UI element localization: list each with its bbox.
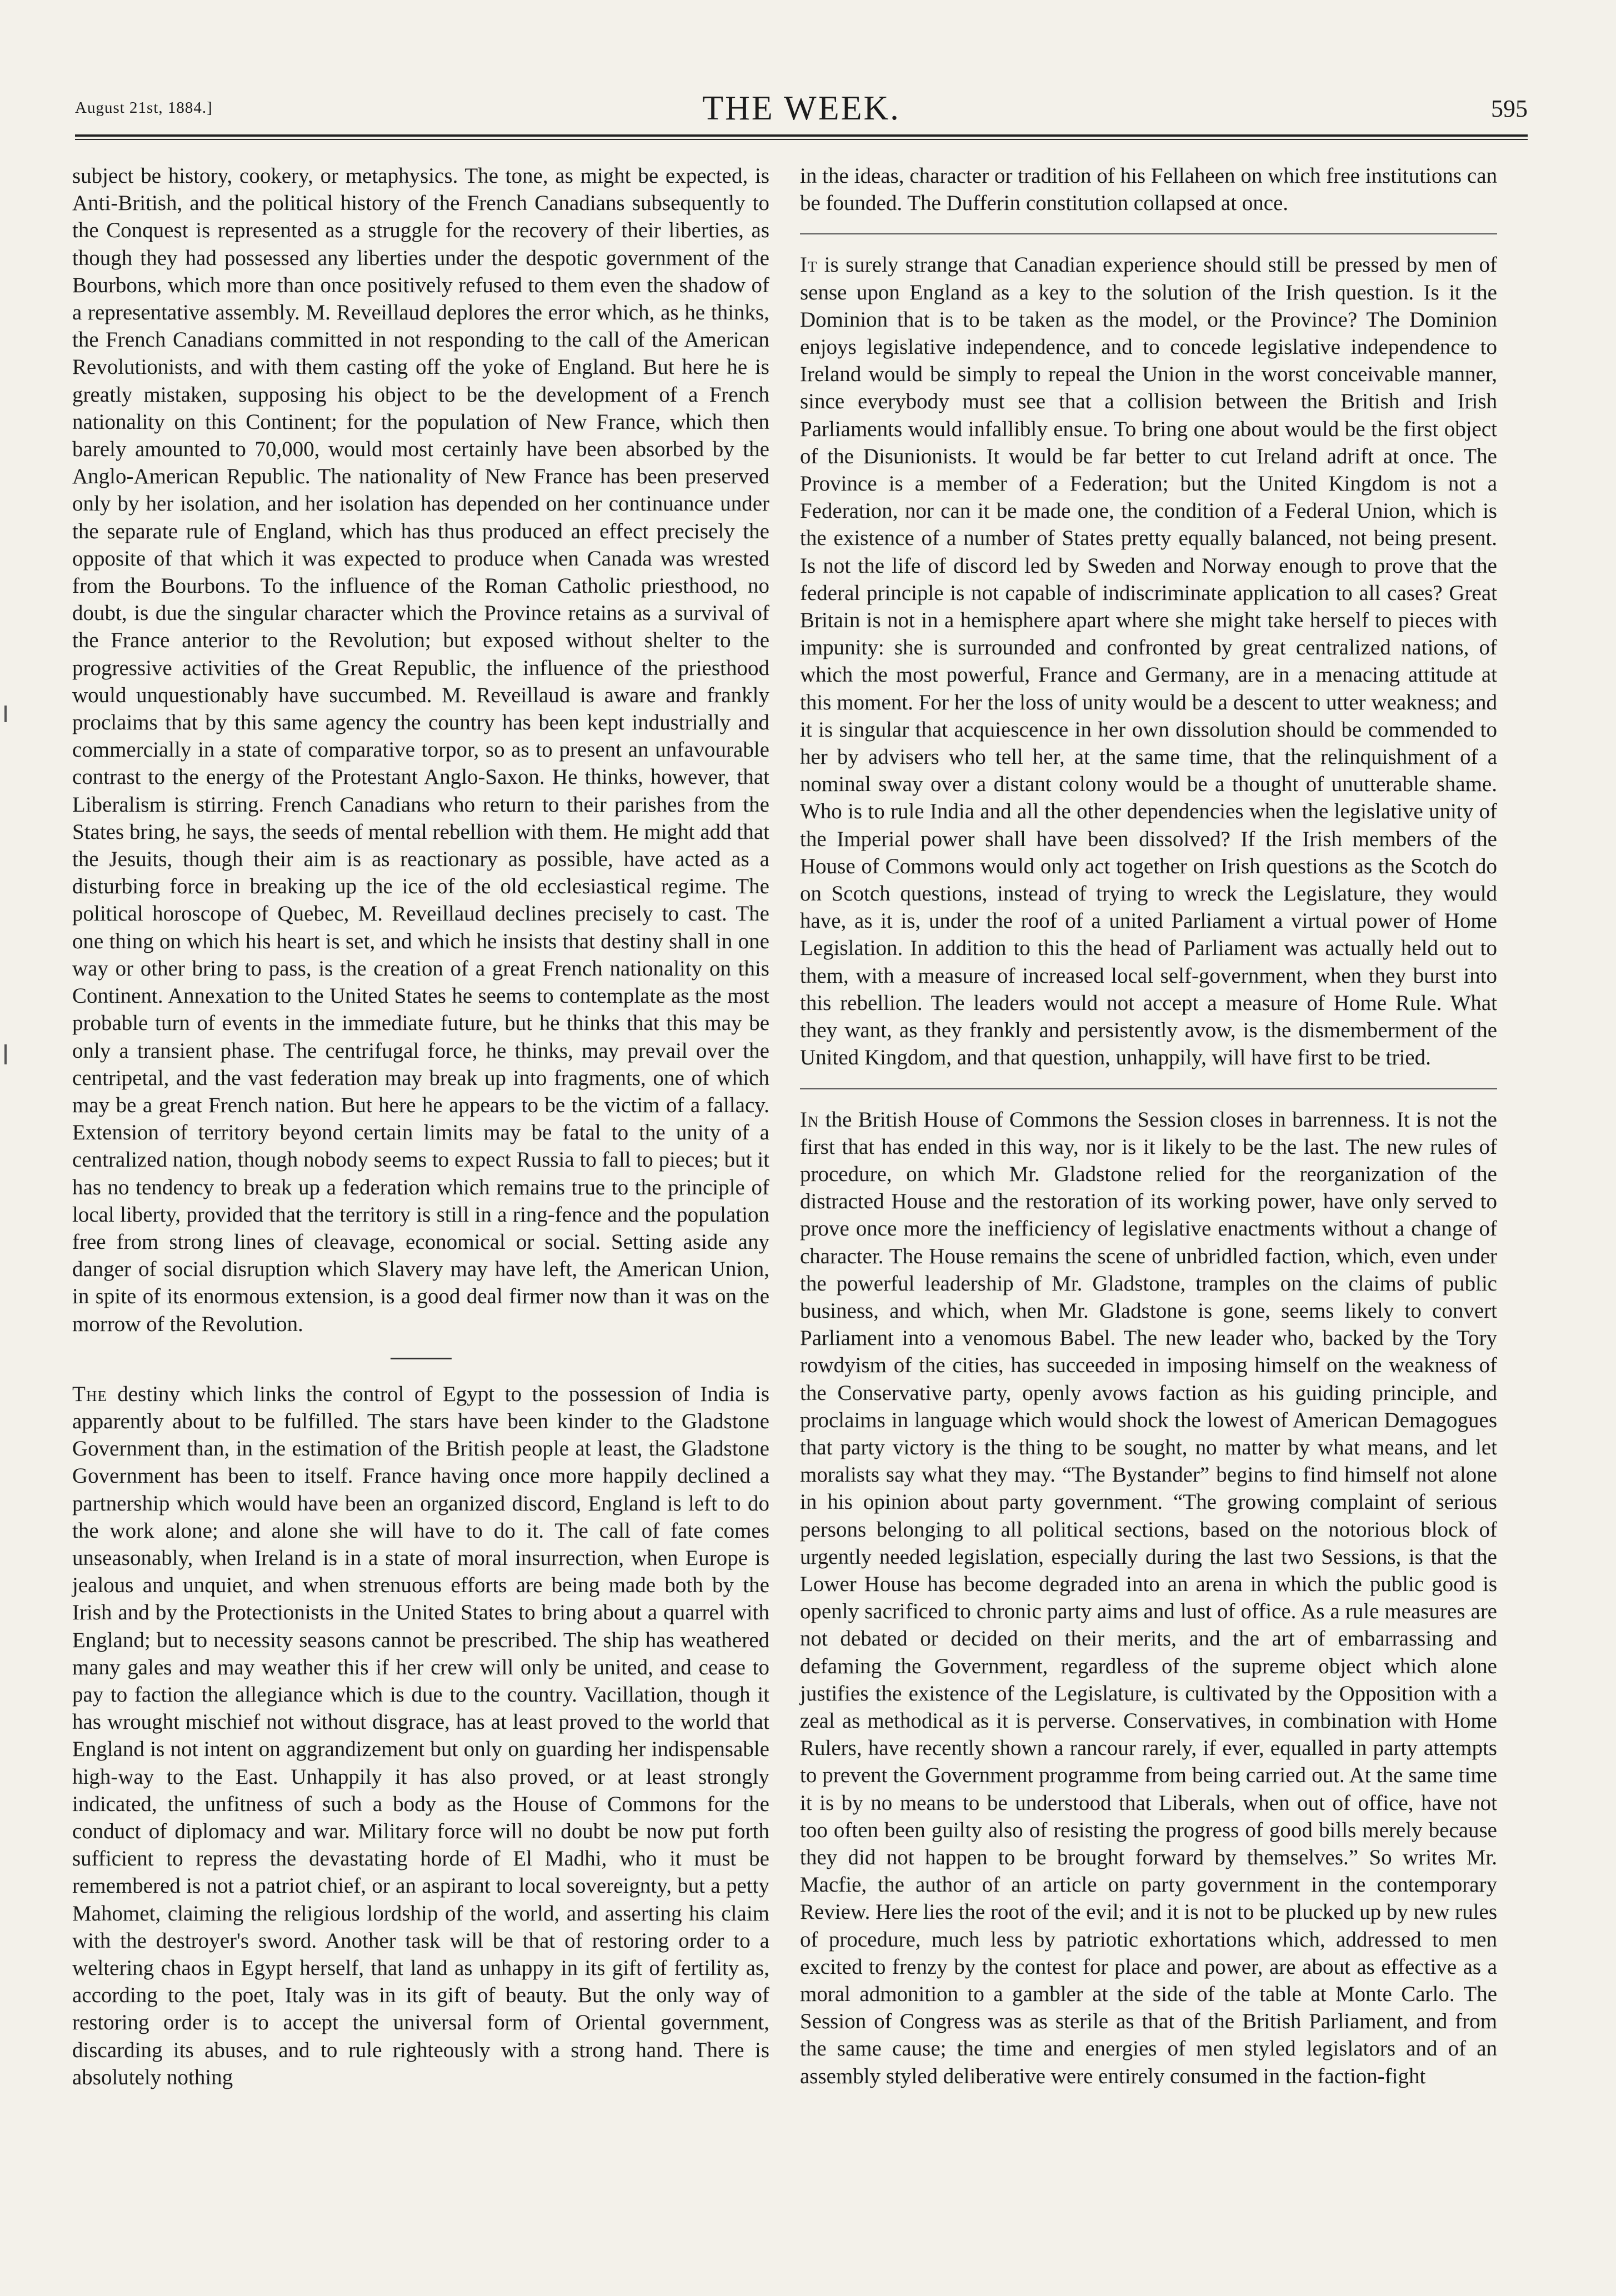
article-paragraph-egypt — [72, 1380, 769, 2091]
publication-title: THE WEEK. — [702, 89, 900, 127]
margin-mark — [4, 1044, 7, 1064]
masthead-rule-thin — [75, 139, 1528, 140]
right-column — [800, 162, 1497, 2090]
article-paragraph-reveillaud: subject be history, cookery, or metaphysics. The tone, as might be expected, is Anti-British, and the political history of the French Canadians subsequently to the Conquest is represented as a struggle for the recovery of their liberties, as though they had possessed any liberties under the despotic government of the Bourbons, which more than once positively refused to them even the shadow of a representative assembly. M. Reveillaud deplores the error which, as he thinks, the French Canadians committed in not responding to the call of the American Revolutionists, and with them casting off the yoke of England. But here he is greatly mistaken, supposing his object to be the development of a French nationality on this Continent; for the population of New France, which then barely amounted to 70,000, would most certainly have been absorbed by the Anglo-American Republic. The nationality of New France has been preserved only by her isolation, and her isolation has depended on her continuance under the separate rule of England, which has thus produced an effect precisely the opposite of that which it was expected to produce when Canada was wrested from the Bourbons. To the influence of the Roman Catholic priesthood, no doubt, is due the singular character which the Province retains as a survival of the France anterior to the Revolution; but exposed without shelter to the progressive activities of the Great Republic, the influence of the priesthood would unquestionably have succumbed. M. Reveillaud is aware and frankly proclaims that by this same agency the country has been kept industrially and commercially in a state of comparative torpor, so as to present an unfavourable contrast to the energy of the Protestant Anglo-Saxon. He thinks, however, that Liberalism is stirring. French Canadians who return to their parishes from the States bring, he says, the seeds of mental rebellion with them. He might add that the Jesuits, though their aim is as reactionary as possible, have acted as a disturbing force in breaking up the ice of the old ecclesiastical regime. The political horoscope of Quebec, M. Reveillaud declines precisely to cast. The one thing on which his heart is set, and which he insists that destiny shall in one way or other bring to pass, is the creation of a great French nationality on this Continent. Annexation to the United States he seems to contemplate as the most probable turn of events in the immediate future, but he thinks that this may be only a transient phase. The centrifugal force, he thinks, may prevail over the centripetal, and the vast federation may break up into fragments, one of which may be a great French nation. But here he appears to be the victim of a fallacy. Extension of territory beyond certain limits may be fatal to the unity of a centralized nation, though nobody seems to expect Russia to fall to pieces; but it has no tendency to break up a federation which remains true to the principle of local liberty, provided that the territory is still in a ring-fence and the population free from strong lines of cleavage, economical or social. Setting aside any danger of social disruption which Slavery may have left, the American Union, in spite of its enormous extension, is a good deal firmer now than it was on the morrow of the Revolution. — [72, 164, 769, 1336]
left-column — [72, 162, 769, 2091]
masthead-rule-thick — [75, 134, 1528, 137]
section-separator — [800, 233, 1497, 234]
paragraph-lead-word: In — [800, 1107, 819, 1132]
article-paragraph-house-of-commons — [800, 1106, 1497, 2090]
section-separator — [800, 1088, 1497, 1089]
paragraph-body: is surely strange that Canadian experience should still be pressed by men of sense upon England as a key to the solution of the Irish question. Is it the Dominion that is to be taken as the model, or the Province? The Dominion enjoys legislative independence, and to concede legislative independence to Ireland would be simply to repeal the Union in the worst conceivable manner, since everybody must see that a collision between the British and Irish Parliaments would infallibly ensue. To bring one about would be the first object of the Disunionists. It would be far better to cut Ireland adrift at once. The Province is a member of a Federation; but the United Kingdom is not a Federation, nor can it be made one, the condition of a Federal Union, which is the existence of a number of States pretty equally balanced, not being present. Is not the life of discord led by Sweden and Norway enough to prove that the federal principle is not capable of indiscriminate application to all cases? Great Britain is not in a hemisphere apart where she might take herself to pieces with impunity: she is surrounded and confronted by great centralized nations, of which the most powerful, France and Germany, are in a menacing attitude at this moment. For her the loss of unity would be a descent to utter weakness; and it is singular that acquiescence in her own dissolution should be commended to her by advisers who tell her, at the same time, that the relinquishment of a nominal sway over a distant colony would be a thought of unutterable shame. Who is to rule India and all the other dependencies when the legislative unity of the Imperial power shall have been dissolved? If the Irish members of the House of Commons would only act together on Irish questions as the Scotch do on Scotch questions, instead of trying to wreck the Legislature, they would have, as it is, under the roof of a united Parliament a virtual power of Home Legislation. In addition to this the head of Parliament was actually held out to them, with a measure of increased local self-government, when they burst into this rebellion. The leaders would not accept a measure of Home Rule. What they want, as they frankly and persistently avow, is the dismemberment of the United Kingdom, and that question, unhappily, will have first to be tried. — [800, 253, 1497, 1070]
margin-mark — [4, 706, 7, 722]
article-paragraph-fellaheen: in the ideas, character or tradition of his Fellaheen on which free institutions can be founded. The Dufferin constitution collapsed at once. — [800, 164, 1497, 216]
paragraph-body: the British House of Commons the Session closes in barrenness. It is not the first that has ended in this way, nor is it likely to be the last. The new rules of procedure, on which Mr. Gladstone relied for the reorganization of the distracted House and the restoration of its working power, have only served to prove once more the inefficiency of legislative enactments without a change of character. The House remains the scene of unbridled faction, which, even under the powerful leadership of Mr. Gladstone, tramples on the claims of public business, and which, when Mr. Gladstone is gone, seems likely to convert Parliament into a venomous Babel. The new leader who, backed by the Tory rowdyism of the cities, has succeeded in imposing himself on the weakness of the Conservative party, openly avows faction as his guiding principle, and proclaims in language which would shock the lowest of American Demagogues that party victory is the thing to be sought, no matter by what means, and let moralists say what they may. “The Bystander” begins to find himself not alone in his opinion about party government. “The growing complaint of serious persons belonging to all political sections, based on the notorious block of urgently needed legislation, especially during the last two Sessions, is that the Lower House has become degraded into an arena in which the public good is openly sacrificed to chronic party aims and lust of office. As a rule measures are not debated or decided on their merits, and the art of embarrassing and defaming the Government, regardless of the supreme object which alone justifies the existence of the Legislature, is cultivated by the Opposition with a zeal as methodical as it is perverse. Conservatives, in combination with Home Rulers, have recently shown a rancour rarely, if ever, equalled in party attempts to prevent the Government programme from being carried out. At the same time it is by no means to be understood that Liberals, when out of office, have not too often been guilty also of resisting the progress of good bills merely because they did not happen to be brought forward by themselves.” So writes Mr. Macfie, the author of an article on party government in the contemporary Review. Here lies the root of the evil; and it is not to be plucked up by new rules of procedure, much less by patriotic exhortations which, addressed to men excited to frenzy by the contest for place and power, are about as effective as a moral admonition to a gambler at the side of the table at Monte Carlo. The Session of Congress was as sterile as that of the British Parliament, and from the same cause; the time and energies of men styled legislators and of an assembly styled deliberative were entirely consumed in the faction-fight — [800, 1107, 1497, 2088]
section-separator — [391, 1358, 452, 1359]
page-number: 595 — [1491, 95, 1528, 122]
paragraph-lead-word: It — [800, 253, 818, 277]
issue-date: August 21st, 1884.] — [75, 99, 213, 117]
article-paragraph-irish-question — [800, 251, 1497, 1071]
paragraph-lead-word: The — [72, 1382, 107, 1406]
masthead — [75, 89, 1528, 133]
paragraph-body: destiny which links the control of Egypt to the possession of India is apparently about to be fulfilled. The stars have been kinder to the Gladstone Government than, in the estimation of the British people at least, the Gladstone Government has been to itself. France having once more happily declined a partnership which would have been an organized discord, England is left to do the work alone; and alone she will have to do it. The call of fate comes unseasonably, when Ireland is in a state of moral insurrection, when Europe is jealous and unquiet, and when strenuous efforts are being made both by the Irish and by the Protectionists in the United States to bring about a quarrel with England; but to necessity seasons cannot be prescribed. The ship has weathered many gales and may weather this if her crew will only be united, and cease to pay to faction the allegiance which is due to the country. Vacillation, though it has wrought mischief not without disgrace, has at least proved to the world that England is not intent on aggrandizement but only on guarding her indispensable high-way to the East. Unhappily it has also proved, or at least strongly indicated, the unfitness of such a body as the House of Commons for the conduct of diplomacy and war. Military force will no doubt be now put forth sufficient to repress the devastating horde of El Madhi, who it must be remembered is not a patriot chief, or an aspirant to local sovereignty, but a petty Mahomet, claiming the religious lordship of the world, and asserting his claim with the destroyer's sword. Another task will be that of restoring order to a weltering chaos in Egypt herself, that land as unhappy in its gift of fertility as, according to the poet, Italy was in its gift of beauty. But the only way of restoring order is to accept the universal form of Oriental government, discarding its abuses, and to rule righteously with a strong hand. There is absolutely nothing — [72, 1382, 769, 2089]
